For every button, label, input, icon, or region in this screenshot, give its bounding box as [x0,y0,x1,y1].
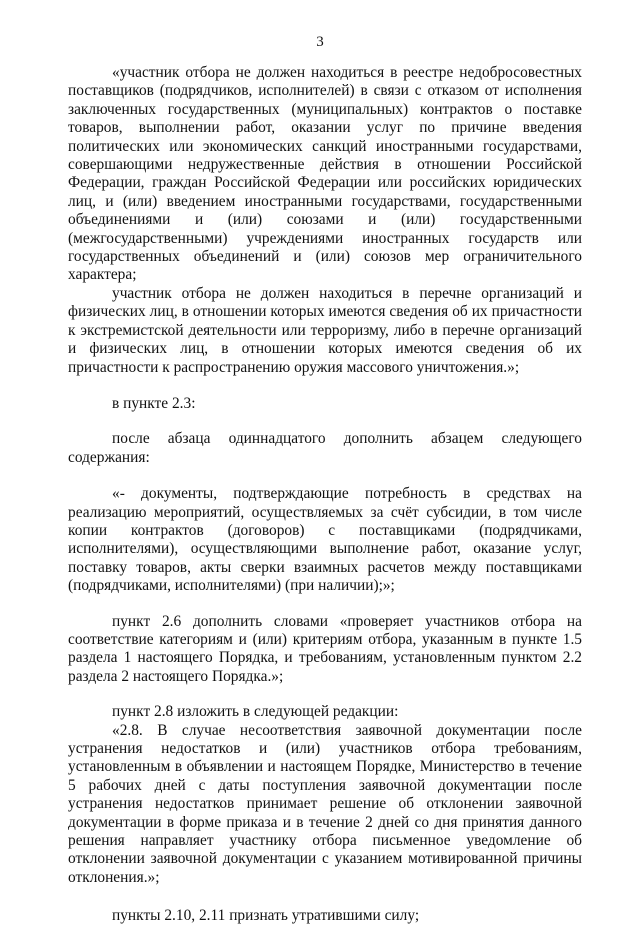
paragraph-point-2-8-text: «2.8. В случае несоответствия заявочной документации после устранения недостатков и (или) участников отбора требованиям, установленным в объявлении и настоящем Порядке, Министерство в течение 5 рабочих дней с даты поступления заявочной документации после устранения недостатков принимает решение об отклонении заявочной документации в форме приказа и в течение 2 дней со дня принятия данного решения направляет участнику отбора письменное уведомление об отклонении заявочной документации с указанием мотивированной причины отклонения.»; [68,721,582,886]
page-number: 3 [316,34,324,50]
paragraph-points-2-10-2-11: пункты 2.10, 2.11 признать утратившими силу; [112,907,420,925]
paragraph-point-2-6: пункт 2.6 дополнить словами «проверяет участников отбора на соответствие категориям и (или) критериям отбора, указанным в пункте 1.5 раздела 1 настоящего Порядка, и требованиям, установленным пунктом 2.2 раздела 2 настоящего Порядка.»; [68,612,582,685]
document-body [68,64,582,926]
paragraph-documents-list: «- документы, подтверждающие потребность в средствах на реализацию мероприятий, осуществляемых за счёт субсидии, в том числе копии контрактов (договоров) с поставщиками (подрядчиками, исполнителями), осуществляющими выполнение работ, оказание услуг, поставку товаров, акты сверки взаимных расчетов между поставщиками (подрядчиками, исполнителями) (при наличии);»; [68,485,582,595]
paragraph-registry-requirement: «участник отбора не должен находиться в реестре недобросовестных поставщиков (подрядчиков, исполнителей) в связи с отказом от исполнения заключенных государственных (муниципальных) контрактов о поставке товаров, выполнении работ, оказании услуг по причине введения политических или экономических санкций иностранными государствами, совершающими недружественные действия в отношении Российской Федерации, граждан Российской Федерации или российских юридических лиц, и (или) введением иностранными государствами, государственными объединениями и (или) союзами и (или) государственными (межгосударственными) учреждениями иностранных государств или государственных объединений и (или) союзов мер ограничительного характера; [68,64,582,284]
paragraph-point-2-3: в пункте 2.3: [112,394,196,412]
paragraph-extremism-requirement: участник отбора не должен находиться в перечне организаций и физических лиц, в отношении которых имеются сведения об их причастности к экстремистской деятельности или терроризму, либо в перечне организаций и физических лиц, в отношении которых имеются сведения об их причастности к распространению оружия массового уничтожения.»; [68,284,582,376]
paragraph-point-2-8-intro: пункт 2.8 изложить в следующей редакции: [112,703,399,721]
paragraph-after-eleventh: после абзаца одиннадцатого дополнить абзацем следующего содержания: [68,430,582,466]
